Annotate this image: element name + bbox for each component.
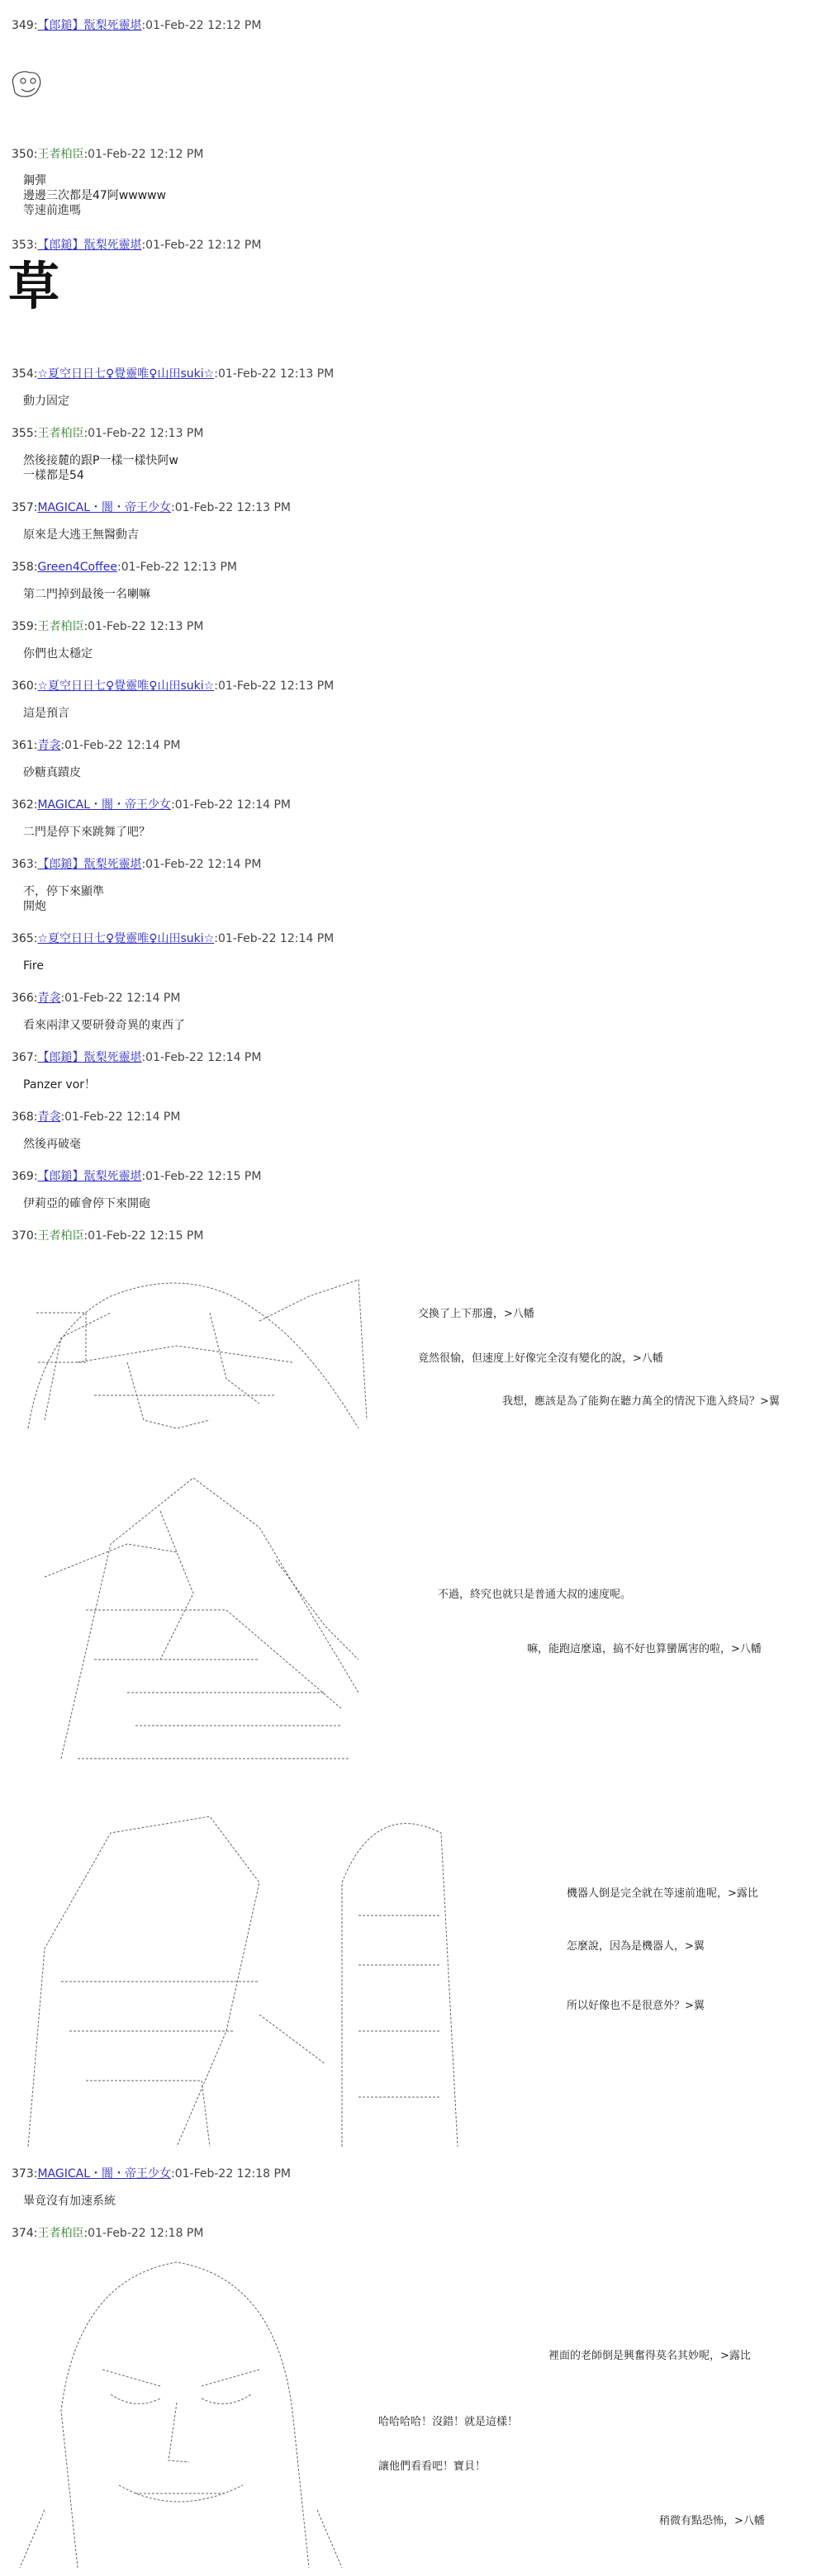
post-360	[12, 679, 813, 721]
poster-name-link[interactable]: 青衾	[37, 992, 61, 1005]
ascii-art-old-man-face	[12, 2246, 358, 2569]
poster-name: 王者柏臣	[37, 1229, 84, 1243]
caption: 怎麼說，因為是機器人，>翼	[567, 1940, 705, 1953]
post-body: 然後再破毫	[23, 1138, 81, 1151]
poster-name-link[interactable]: 【郎鎚】翫梨死靈堪	[37, 19, 142, 32]
post-body: 不，停下來顯準 開炮	[23, 885, 104, 913]
caption: 讓他們看看吧！寶貝！	[378, 2460, 487, 2473]
post-number: 363:	[12, 858, 38, 871]
post-body-large: 草	[8, 256, 60, 316]
poster-name: 王者柏臣	[37, 620, 84, 633]
post-body: 二門是停下來跳舞了吧？	[23, 826, 150, 839]
post-number: 350:	[12, 148, 38, 161]
post-number: 354:	[12, 367, 38, 381]
post-number: 357:	[12, 501, 38, 514]
caption: 不過，終究也就只是普通大叔的速度呢。	[438, 1589, 632, 1601]
post-header	[12, 18, 813, 33]
post-353	[8, 238, 813, 316]
post-number: 366:	[12, 992, 38, 1005]
caption: 我想，應該是為了能夠在聽力萬全的情況下進入終局？>翼	[502, 1395, 780, 1408]
post-date: :01-Feb-22 12:13 PM	[83, 427, 204, 440]
caption: 嘛，能跑這麼遠，搞不好也算蠻厲害的啦，>八幡	[527, 1643, 762, 1655]
post-body: 砂糖真蹟皮	[23, 766, 81, 779]
post-date: :01-Feb-22 12:13 PM	[214, 680, 335, 693]
post-date: :01-Feb-22 12:14 PM	[141, 858, 262, 871]
post-number: 353:	[12, 239, 38, 252]
post-date: :01-Feb-22 12:15 PM	[83, 1229, 204, 1243]
post-date: :01-Feb-22 12:14 PM	[214, 932, 335, 945]
poster-name-link[interactable]: 【郎鎚】翫梨死靈堪	[37, 239, 142, 252]
post-date: :01-Feb-22 12:12 PM	[83, 148, 204, 161]
poster-name-link[interactable]: 【郎鎚】翫梨死靈堪	[37, 1170, 142, 1183]
poster-name-link[interactable]: ☆夏空日日七♀覺靈唯♀山田suki☆	[37, 680, 215, 693]
poster-name-link[interactable]: 青衾	[37, 739, 61, 752]
post-date: :01-Feb-22 12:13 PM	[116, 561, 237, 574]
post-number: 369:	[12, 1170, 38, 1183]
post-362	[12, 798, 813, 840]
poster-name-link[interactable]: ☆夏空日日七♀覺靈唯♀山田suki☆	[37, 932, 215, 945]
post-body: Panzer vor！	[23, 1078, 97, 1091]
post-367	[12, 1050, 813, 1092]
caption: 交換了上下那邊，>八幡	[418, 1308, 534, 1320]
post-number: 358:	[12, 561, 38, 574]
post-370	[12, 1229, 813, 1243]
post-350	[12, 147, 813, 218]
post-368	[12, 1110, 813, 1152]
poster-name: 王者柏臣	[37, 427, 84, 440]
poster-name-link[interactable]: 【郎鎚】翫梨死靈堪	[37, 858, 142, 871]
post-body: 然後接麓的跟P一樣一樣快阿w 一樣都是54	[23, 454, 178, 482]
post-374	[12, 2226, 813, 2241]
post-body: 你們也太穩定	[23, 647, 93, 661]
post-number: 361:	[12, 739, 38, 752]
poster-name-link[interactable]: MAGICAL・闇・帝王少女	[37, 501, 171, 514]
post-body: 這是預言	[23, 707, 69, 720]
smiley-face-icon	[8, 68, 45, 104]
post-number: 359:	[12, 620, 38, 633]
post-date: :01-Feb-22 12:14 PM	[60, 1110, 181, 1124]
post-date: :01-Feb-22 12:14 PM	[141, 1051, 262, 1064]
post-363	[12, 857, 813, 914]
post-number: 349:	[12, 19, 38, 32]
caption: 機器人倒是完全就在等速前進呢，>露比	[567, 1887, 758, 1900]
post-number: 365:	[12, 932, 38, 945]
caption: 所以好像也不是很意外？>翼	[567, 2000, 705, 2012]
caption: 竟然很愉，但速度上好像完全沒有變化的說，>八幡	[418, 1352, 663, 1365]
post-358	[12, 560, 813, 602]
post-349	[12, 18, 813, 33]
post-date: :01-Feb-22 12:14 PM	[171, 798, 292, 812]
poster-name-link[interactable]: 【郎鎚】翫梨死靈堪	[37, 1051, 142, 1064]
poster-name-link[interactable]: ☆夏空日日七♀覺靈唯♀山田suki☆	[37, 367, 215, 381]
post-number: 367:	[12, 1051, 38, 1064]
ascii-art-car-girls	[12, 1263, 375, 1445]
post-369	[12, 1169, 813, 1211]
post-number: 355:	[12, 427, 38, 440]
post-number: 374:	[12, 2227, 38, 2240]
post-date: :01-Feb-22 12:14 PM	[60, 739, 181, 752]
post-number: 368:	[12, 1110, 38, 1124]
post-date: :01-Feb-22 12:14 PM	[60, 992, 181, 1005]
post-body: 看來兩津又要研發奇異的東西了	[23, 1019, 185, 1032]
poster-name-link[interactable]: 青衾	[37, 1110, 61, 1124]
poster-name: 王者柏臣	[37, 148, 84, 161]
post-357	[12, 500, 813, 542]
post-365	[12, 931, 813, 973]
post-373	[12, 2166, 813, 2209]
poster-name-link[interactable]: MAGICAL・闇・帝王少女	[37, 798, 171, 812]
post-361	[12, 738, 813, 780]
post-366	[12, 991, 813, 1033]
post-354	[12, 367, 813, 409]
post-date: :01-Feb-22 12:13 PM	[83, 620, 204, 633]
caption: 稍微有點恐怖，>八幡	[659, 2515, 765, 2527]
post-date: :01-Feb-22 12:15 PM	[141, 1170, 262, 1183]
post-number: 360:	[12, 680, 38, 693]
post-number: 362:	[12, 798, 38, 812]
ascii-art-robot-and-girls	[12, 1783, 474, 2163]
caption: 哈哈哈哈！沒錯！就是這樣！	[378, 2416, 519, 2428]
post-date: :01-Feb-22 12:12 PM	[141, 239, 262, 252]
post-body: Fire	[23, 959, 44, 973]
post-date: :01-Feb-22 12:13 PM	[171, 501, 292, 514]
poster-name-link[interactable]: Green4Coffee	[37, 561, 117, 574]
post-date: :01-Feb-22 12:12 PM	[141, 19, 262, 32]
post-date: :01-Feb-22 12:13 PM	[214, 367, 335, 381]
post-date: :01-Feb-22 12:18 PM	[171, 2167, 292, 2181]
caption: 裡面的老師倒是興奮得莫名其妙呢，>露比	[548, 2350, 751, 2362]
post-body: 第二門掉到最後一名喇嘛	[23, 588, 150, 601]
poster-name: 王者柏臣	[37, 2227, 84, 2240]
post-355	[12, 426, 813, 483]
post-date: :01-Feb-22 12:18 PM	[83, 2227, 204, 2240]
post-body: 畢竟沒有加速系統	[23, 2195, 116, 2208]
post-number: 370:	[12, 1229, 38, 1243]
post-359	[12, 619, 813, 661]
post-body: 伊莉亞的確會停下來開砲	[23, 1197, 150, 1210]
post-body: 原來是大逃王無醫動吉	[23, 528, 139, 542]
post-number: 373:	[12, 2167, 38, 2181]
poster-name-link[interactable]: MAGICAL・闇・帝王少女	[37, 2167, 171, 2181]
post-body: 動力固定	[23, 395, 69, 408]
post-body: 鋼彈 邊邊三次都是47阿wwwww 等速前進嗎	[23, 174, 167, 217]
ascii-art-rider	[12, 1445, 375, 1775]
